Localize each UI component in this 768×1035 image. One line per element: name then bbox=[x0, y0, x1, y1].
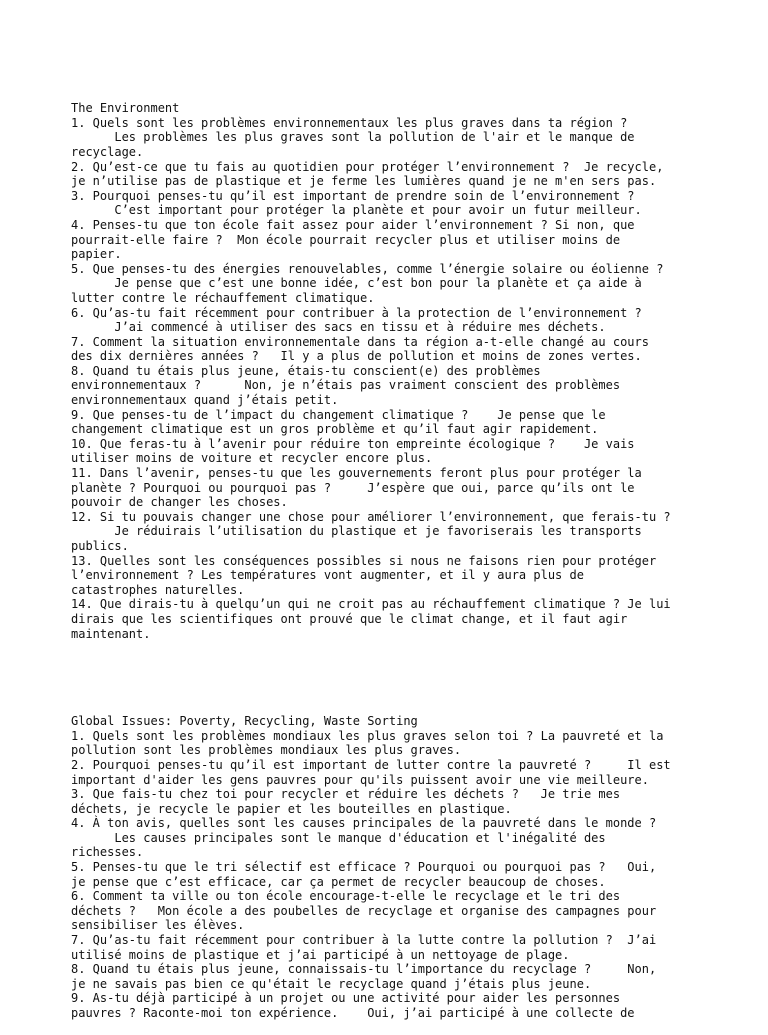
text-line: changement climatique est un gros problème et qu’il faut agir rapidement. bbox=[71, 422, 599, 437]
text-line: 3. Pourquoi penses-tu qu’il est important de prendre soin de l’environnement ? bbox=[71, 188, 635, 203]
document-page bbox=[71, 72, 711, 1035]
text-line: 12. Si tu pouvais changer une chose pour améliorer l’environnement, que ferais-tu ? bbox=[71, 509, 671, 524]
text-line: sensibiliser les élèves. bbox=[71, 918, 245, 933]
section-environment bbox=[71, 101, 711, 641]
text-line: pollution sont les problèmes mondiaux les plus graves. bbox=[71, 743, 462, 758]
text-line: je pense que c’est efficace, car ça permet de recycler beaucoup de choses. bbox=[71, 874, 606, 889]
text-line: 3. Que fais-tu chez toi pour recycler et réduire les déchets ? Je trie mes bbox=[71, 787, 621, 802]
text-line: 8. Quand tu étais plus jeune, connaissais-tu l’importance du recyclage ? Non, bbox=[71, 962, 657, 977]
text-line: je ne savais pas bien ce qu'était le recyclage quand j’étais plus jeune. bbox=[71, 976, 592, 991]
text-line: pourrait-elle faire ? Mon école pourrait recycler plus et utiliser moins de bbox=[71, 232, 621, 247]
text-line: déchets, je recycle le papier et les bouteilles en plastique. bbox=[71, 801, 512, 816]
text-line: Je réduirais l’utilisation du plastique et je favoriserais les transports bbox=[71, 524, 642, 539]
section-global-issues bbox=[71, 714, 711, 1020]
text-line: 4. Penses-tu que ton école fait assez pour aider l’environnement ? Si non, que bbox=[71, 217, 635, 232]
text-line: 8. Quand tu étais plus jeune, étais-tu conscient(e) des problèmes bbox=[71, 363, 541, 378]
text-line: 2. Qu’est-ce que tu fais au quotidien pour protéger l’environnement ? Je recycle, bbox=[71, 159, 664, 174]
text-line: 6. Comment ta ville ou ton école encourage-t-elle le recyclage et le tri des bbox=[71, 889, 621, 904]
text-line: 6. Qu’as-tu fait récemment pour contribuer à la protection de l’environnement ? bbox=[71, 305, 642, 320]
text-line: 9. Que penses-tu de l’impact du changement climatique ? Je pense que le bbox=[71, 407, 606, 422]
text-line: 11. Dans l’avenir, penses-tu que les gouvernements feront plus pour protéger la bbox=[71, 466, 642, 481]
text-line: 5. Penses-tu que le tri sélectif est efficace ? Pourquoi ou pourquoi pas ? Oui, bbox=[71, 860, 657, 875]
text-line: recyclage. bbox=[71, 144, 144, 159]
text-line: utilisé moins de plastique et j’ai participé à un nettoyage de plage. bbox=[71, 947, 570, 962]
section-spacer bbox=[71, 670, 711, 685]
text-line: 1. Quels sont les problèmes mondiaux les plus graves selon toi ? La pauvreté et la bbox=[71, 728, 664, 743]
text-line: Je pense que c’est une bonne idée, c’est bon pour la planète et ça aide à bbox=[71, 276, 642, 291]
text-line: 7. Comment la situation environnementale dans ta région a-t-elle changé au cours bbox=[71, 334, 649, 349]
text-line: je n’utilise pas de plastique et je ferme les lumières quand je ne m'en sers pas. bbox=[71, 174, 657, 189]
text-line: l’environnement ? Les températures vont augmenter, et il y aura plus de bbox=[71, 568, 584, 583]
text-line: maintenant. bbox=[71, 626, 151, 641]
text-line: dirais que les scientifiques ont prouvé que le climat change, et il faut agir bbox=[71, 611, 628, 626]
section-title: The Environment bbox=[71, 101, 180, 116]
text-line: pauvres ? Raconte-moi ton expérience. Oui, j’ai participé à une collecte de bbox=[71, 1006, 635, 1020]
text-line: catastrophes naturelles. bbox=[71, 582, 245, 597]
section-title: Global Issues: Poverty, Recycling, Waste Sorting bbox=[71, 714, 418, 729]
text-line: 2. Pourquoi penses-tu qu’il est important de lutter contre la pauvreté ? Il est bbox=[71, 757, 671, 772]
text-line: papier. bbox=[71, 247, 122, 262]
text-line: 4. À ton avis, quelles sont les causes principales de la pauvreté dans le monde ? bbox=[71, 816, 657, 831]
text-line: 14. Que dirais-tu à quelqu’un qui ne croit pas au réchauffement climatique ? Je lui bbox=[71, 597, 671, 612]
text-line: Les problèmes les plus graves sont la pollution de l'air et le manque de bbox=[71, 130, 635, 145]
text-line: richesses. bbox=[71, 845, 144, 860]
text-line: environnementaux ? Non, je n’étais pas vraiment conscient des problèmes bbox=[71, 378, 621, 393]
text-line: J’ai commencé à utiliser des sacs en tissu et à réduire mes déchets. bbox=[71, 320, 606, 335]
text-line: pouvoir de changer les choses. bbox=[71, 495, 288, 510]
text-line: planète ? Pourquoi ou pourquoi pas ? J’espère que oui, parce qu’ils ont le bbox=[71, 480, 635, 495]
text-line: Les causes principales sont le manque d'éducation et l'inégalité des bbox=[71, 830, 606, 845]
text-line: environnementaux quand j’étais petit. bbox=[71, 393, 339, 408]
text-line: déchets ? Mon école a des poubelles de recyclage et organise des campagnes pour bbox=[71, 903, 657, 918]
text-line: 1. Quels sont les problèmes environnementaux les plus graves dans ta région ? bbox=[71, 115, 628, 130]
text-line: 13. Quelles sont les conséquences possibles si nous ne faisons rien pour protéger bbox=[71, 553, 657, 568]
text-line: important d'aider les gens pauvres pour qu'ils puissent avoir une vie meilleure. bbox=[71, 772, 649, 787]
text-line: 10. Que feras-tu à l’avenir pour réduire ton empreinte écologique ? Je vais bbox=[71, 436, 635, 451]
text-line: des dix dernières années ? Il y a plus de pollution et moins de zones vertes. bbox=[71, 349, 642, 364]
text-line: lutter contre le réchauffement climatique. bbox=[71, 290, 375, 305]
text-line: utiliser moins de voiture et recycler encore plus. bbox=[71, 451, 433, 466]
text-line: 7. Qu’as-tu fait récemment pour contribuer à la lutte contre la pollution ? J’ai bbox=[71, 933, 657, 948]
text-line: C’est important pour protéger la planète et pour avoir un futur meilleur. bbox=[71, 203, 642, 218]
text-line: 5. Que penses-tu des énergies renouvelables, comme l’énergie solaire ou éolienne ? bbox=[71, 261, 664, 276]
text-line: 9. As-tu déjà participé à un projet ou une activité pour aider les personnes bbox=[71, 991, 621, 1006]
text-line: publics. bbox=[71, 539, 129, 553]
